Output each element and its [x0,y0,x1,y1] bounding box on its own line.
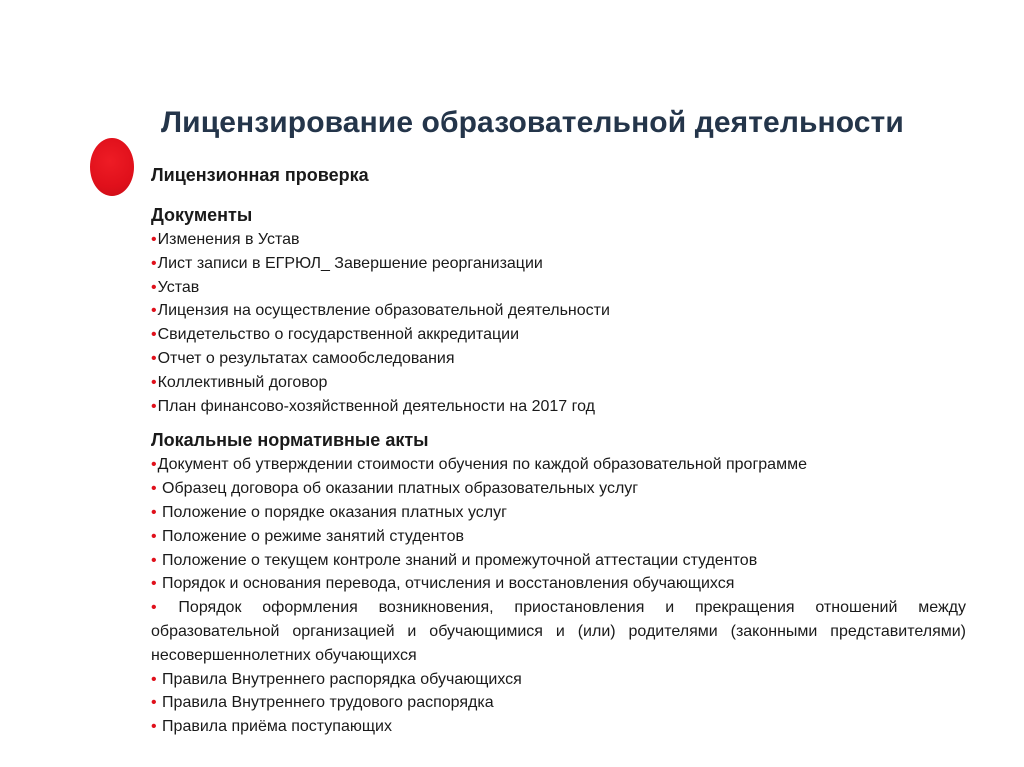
documents-heading: Документы [151,205,253,225]
bullet-icon: • [151,231,157,248]
bullet-icon: • [151,278,157,296]
list-item: •Документ об утверждении стоимости обучения по каждой образовательной программе [151,456,807,474]
page-title: Лицензирование образовательной деятельности [161,106,904,139]
list-item: •Коллективный договор [151,373,328,391]
bullet-icon: • [151,326,157,344]
list-item: •Изменения в Устав [151,231,300,248]
list-item: •Свидетельство о государственной аккредитации [151,326,520,344]
list-item: • Положение о режиме занятий студентов [151,527,464,545]
list-item: • Образец договора об оказании платных образовательных услуг [151,480,639,498]
list-item: • Правила приёма поступающих [151,718,392,736]
list-item: •Лист записи в ЕГРЮЛ_ Завершение реорганизации [151,254,543,272]
bullet-icon: • [151,373,157,391]
list-item: • Порядок оформления возникновения, приостановления и прекращения отношений между образовательной организацией и обучающимися и (или) родителями (законными представителями) несовершеннолетних обучающихся [151,599,966,664]
red-circle-decoration [90,138,134,196]
bullet-icon: • [151,302,157,320]
bullet-icon: • [151,480,157,498]
list-item: •Отчет о результатах самообследования [151,349,455,367]
list-item: •План финансово-хозяйственной деятельности на 2017 год [151,397,596,415]
bullet-icon: • [151,670,157,688]
bullet-icon: • [151,397,157,415]
bullet-icon: • [151,694,157,712]
bullet-icon: • [151,718,157,736]
bullet-icon: • [151,575,157,593]
list-item: •Устав [151,278,200,296]
list-item: • Положение о текущем контроле знаний и промежуточной аттестации студентов [151,551,758,569]
bullet-icon: • [151,456,157,474]
list-item: • Правила Внутреннего трудового распорядка [151,694,494,712]
bullet-icon: • [151,551,157,569]
local-acts-heading: Локальные нормативные акты [151,430,429,451]
bullet-icon: • [151,527,157,545]
content-body [151,162,966,739]
bullet-icon: • [151,254,157,272]
list-item: • Положение о порядке оказания платных услуг [151,503,507,521]
list-item: • Порядок и основания перевода, отчисления и восстановления обучающихся [151,575,735,593]
list-item: •Лицензия на осуществление образовательной деятельности [151,302,610,320]
bullet-icon: • [151,599,157,617]
local-acts-list [151,453,966,739]
section-heading-license-check: Лицензионная проверка [151,165,369,185]
bullet-icon: • [151,503,157,521]
list-item: • Правила Внутреннего распорядка обучающихся [151,670,522,688]
bullet-icon: • [151,349,157,367]
documents-list [151,228,966,418]
